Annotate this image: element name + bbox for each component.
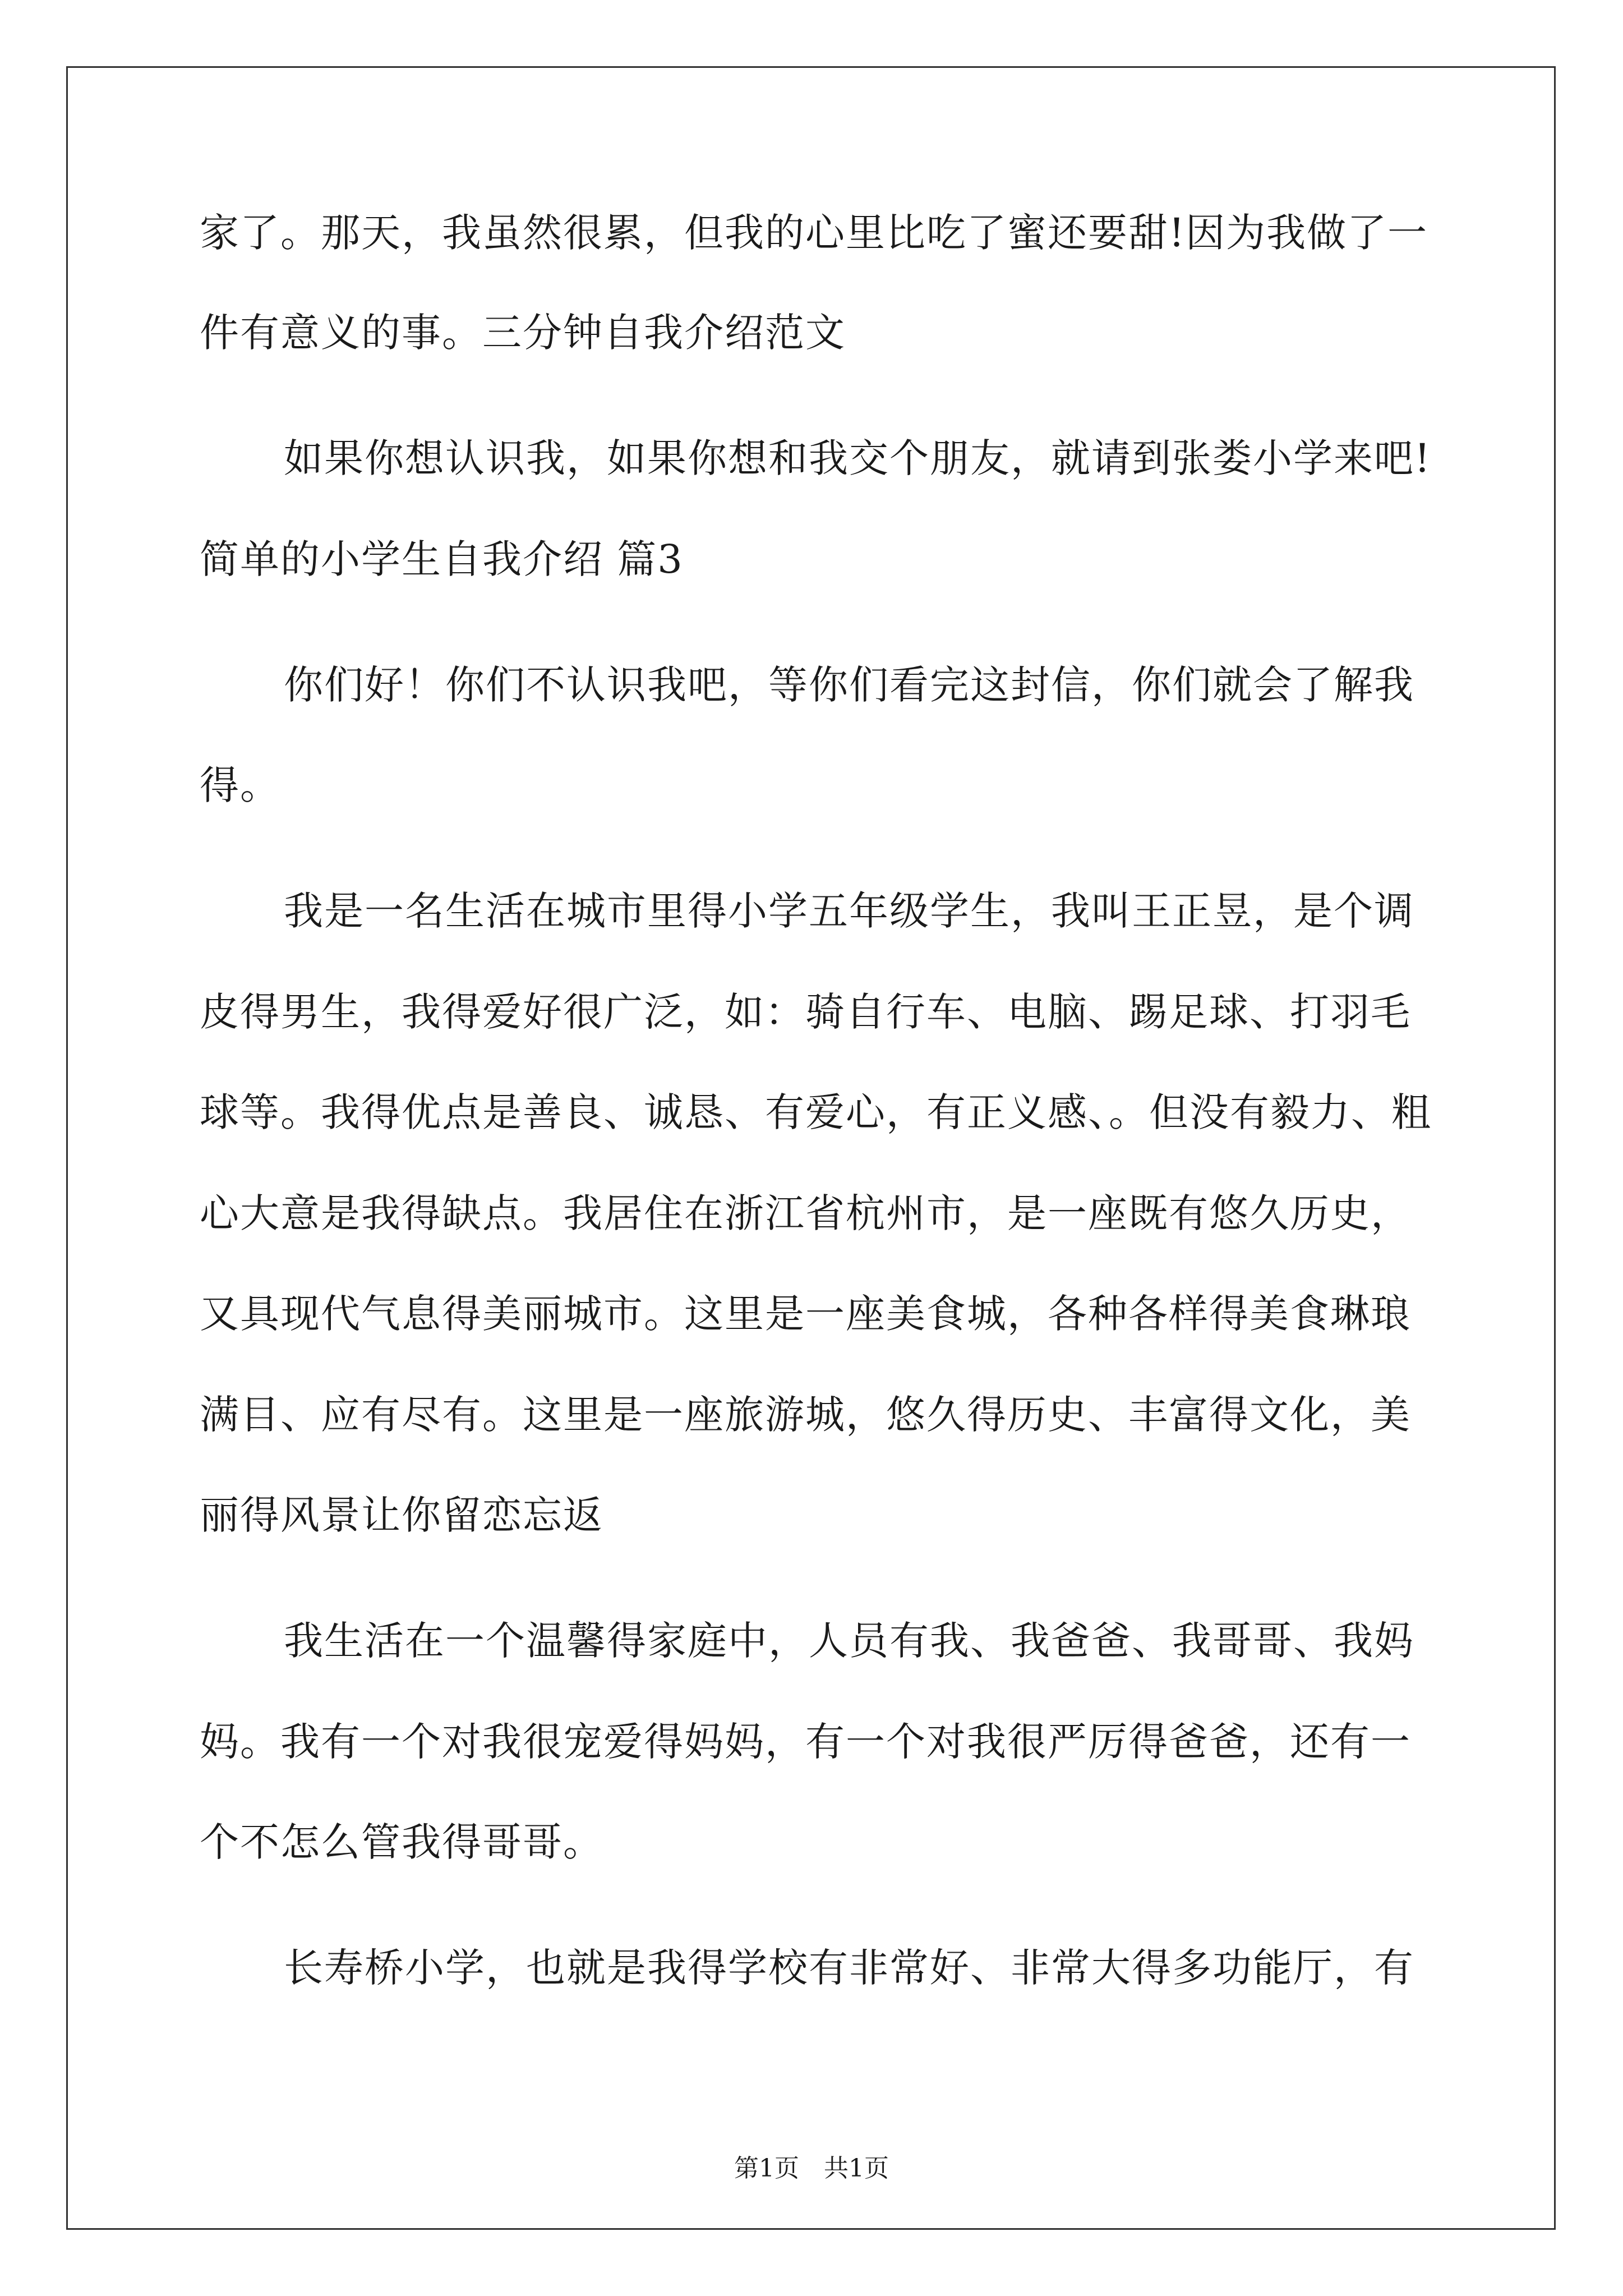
text-line: 你们好！你们不认识我吧，等你们看完这封信，你们就会了解我 bbox=[284, 662, 1414, 708]
text-line: 心大意是我得缺点。我居住在浙江省杭州市，是一座既有悠久历史， bbox=[200, 1190, 1411, 1236]
text-line: 如果你想认识我，如果你想和我交个朋友，就请到张娄小学来吧! bbox=[284, 435, 1432, 481]
text-line: 得。 bbox=[200, 762, 280, 808]
text-line: 又具现代气息得美丽城市。这里是一座美食城，各种各样得美食琳琅 bbox=[200, 1291, 1411, 1337]
text-line: 件有意义的事。三分钟自我介绍范文 bbox=[200, 310, 846, 356]
text-line: 满目、应有尽有。这里是一座旅游城，悠久得历史、丰富得文化，美 bbox=[200, 1392, 1411, 1438]
text-line: 家了。那天，我虽然很累，但我的心里比吃了蜜还要甜!因为我做了一 bbox=[200, 210, 1428, 256]
text-line: 我是一名生活在城市里得小学五年级学生，我叫王正昱，是个调 bbox=[284, 888, 1414, 934]
text-line: 妈。我有一个对我很宠爱得妈妈，有一个对我很严厉得爸爸，还有一 bbox=[200, 1719, 1411, 1765]
text-line: 球等。我得优点是善良、诚恳、有爱心，有正义感、。但没有毅力、粗 bbox=[200, 1089, 1432, 1135]
text-line: 皮得男生，我得爱好很广泛，如：骑自行车、电脑、踢足球、打羽毛 bbox=[200, 989, 1411, 1035]
text-line: 我生活在一个温馨得家庭中，人员有我、我爸爸、我哥哥、我妈 bbox=[284, 1618, 1414, 1664]
page-border bbox=[66, 66, 1556, 2230]
section-heading: 简单的小学生自我介绍 篇3 bbox=[200, 536, 684, 582]
text-line: 丽得风景让你留恋忘返 bbox=[200, 1492, 603, 1538]
text-line: 长寿桥小学，也就是我得学校有非常好、非常大得多功能厅，有 bbox=[284, 1945, 1414, 1991]
page-footer: 第1页 共1页 bbox=[734, 2154, 889, 2183]
text-line: 个不怎么管我得哥哥。 bbox=[200, 1819, 603, 1865]
